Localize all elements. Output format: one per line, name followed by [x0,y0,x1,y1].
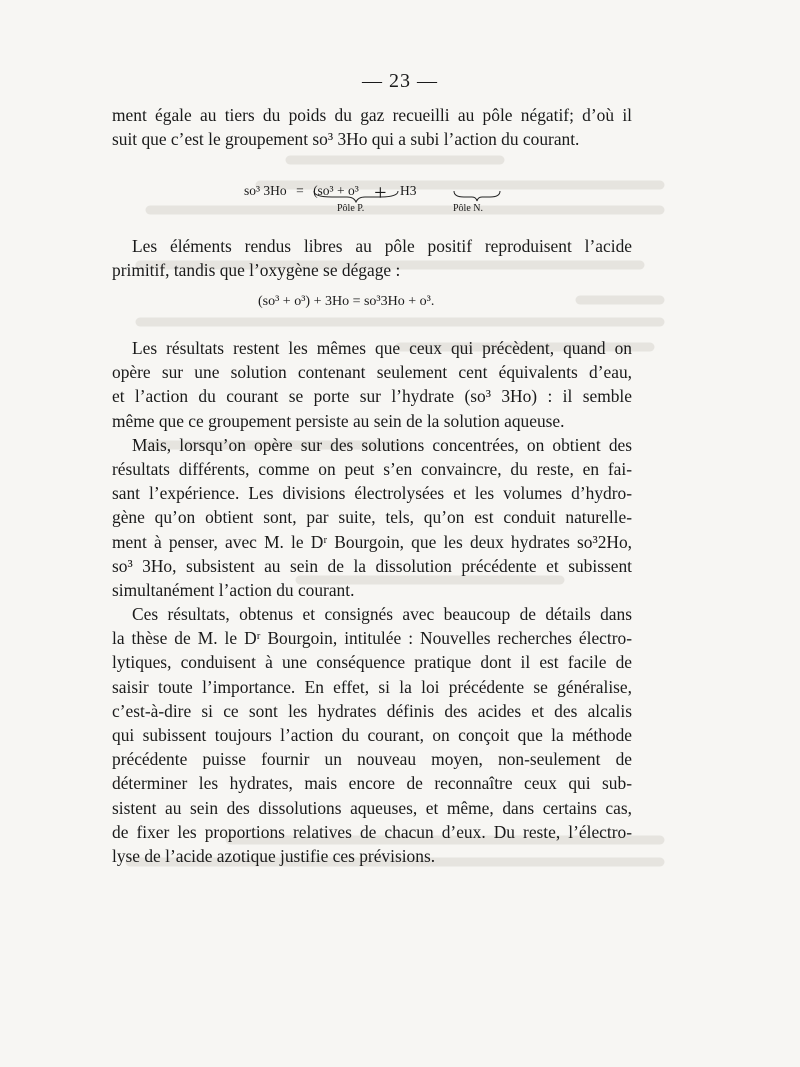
text-line: lyse de l’acide azotique justifie ces prévisions. [112,845,436,866]
text-line: précédente puisse fournir un nouveau moyen, non-seulement de [112,749,632,770]
text-block-main [112,336,632,868]
text-line: saisir toute l’importance. En effet, si la loi précédente se généralise, [112,676,632,697]
pole-positive-label: Pôle P. [337,203,365,214]
text-line: so³ 3Ho, subsistent au sein de la dissolution précédente et subissent [112,555,632,576]
underbrace-marks [312,189,512,203]
text-block-middle [112,234,632,282]
text-line: Mais, lorsqu’on opère sur des solutions concentrées, on obtient des [132,434,632,455]
text-line: de fixer les proportions relatives de chacun d’eux. Du reste, l’électro- [112,821,632,842]
chemical-equation-2: (so³ + o³) + 3Ho = so³3Ho + o³. [258,294,435,309]
text-line: simultanément l’action du courant. [112,579,355,600]
text-block-top [112,103,632,151]
equation-plus: + [374,180,387,205]
text-line: c’est-à-dire si ce sont les hydrates définis des acides et des alcalis [112,700,632,721]
text-line: opère sur une solution contenant seulement cent équivalents d’eau, [112,362,632,383]
text-line: gène qu’on obtient sont, par suite, tels, qu’on est conduit naturelle- [112,507,632,528]
page-number: — 23 — [362,70,438,92]
text-line: la thèse de M. le Dʳ Bourgoin, intitulée : Nouvelles recherches électro- [112,628,632,649]
text-line: Les éléments rendus libres au pôle positif reproduisent l’acide [132,236,632,256]
equation-equals: = [296,183,304,198]
text-line: primitif, tandis que l’oxygène se dégage : [112,260,401,281]
paragraph-3 [112,602,632,868]
text-line: ment à penser, avec M. le Dʳ Bourgoin, que les deux hydrates so³2Ho, [112,531,632,552]
text-line: sant l’expérience. Les divisions électrolysées et les volumes d’hydro- [112,483,632,504]
text-line: qui subissent toujours l’action du courant, on conçoit que la méthode [112,725,632,745]
text-line: suit que c’est le groupement so³ 3Ho qui a subi l’action du courant. [112,129,580,150]
pole-negative-label: Pôle N. [453,203,483,214]
text-line: et l’action du courant se porte sur l’hydrate (so³ 3Ho) : il semble [112,386,632,407]
text-line: ment égale au tiers du poids du gaz recueilli au pôle négatif; d’où il [112,105,632,125]
text-line: résultats différents, comme on peut s’en convaincre, du reste, en fai- [112,458,632,479]
text-line: déterminer les hydrates, mais encore de reconnaître ceux qui sub- [112,773,632,794]
equation-group: (so³ + o³ [313,183,359,198]
paragraph-1 [112,336,632,433]
equation-lhs: so³ 3Ho [244,183,287,198]
text-line: Les résultats restent les mêmes que ceux qui précèdent, quand on [132,338,632,358]
text-line: lytiques, conduisent à une conséquence pratique dont il est facile de [112,652,632,673]
equation-rhs: H3 [399,183,417,198]
text-line: sistent au sein des dissolutions aqueuses, et même, dans certains cas, [112,797,632,818]
text-line: Ces résultats, obtenus et consignés avec beaucoup de détails dans [132,604,632,625]
text-line: même que ce groupement persiste au sein de la solution aqueuse. [112,410,565,431]
paragraph-2 [112,433,632,602]
